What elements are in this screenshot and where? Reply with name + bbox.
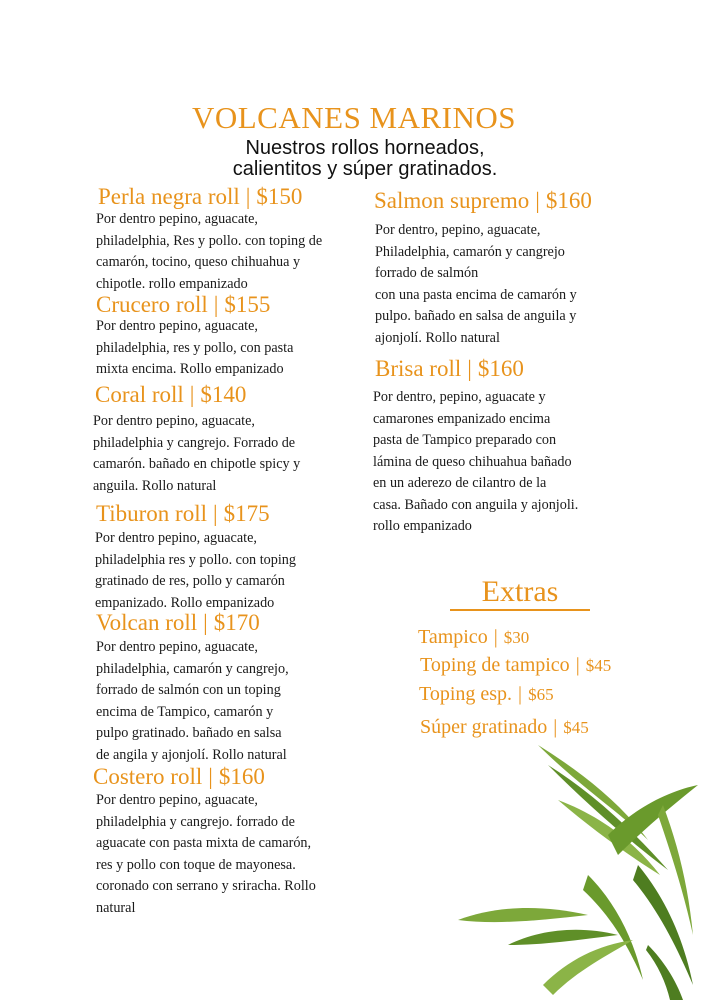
- item-title: [96, 501, 270, 527]
- extra-price: $30: [503, 628, 530, 647]
- item-price: $175: [223, 501, 270, 526]
- menu-item-costero: [93, 764, 265, 790]
- extra-name: Toping de tampico: [420, 654, 570, 676]
- item-description: Por dentro pepino, aguacate, philadelphia y cangrejo. Forrado de camarón. bañado en chipotle spicy y anguila. Rollo natural: [93, 413, 301, 494]
- item-price: $170: [213, 610, 260, 635]
- menu-subtitle: Nuestros rollos horneados, calientitos y súper gratinados.: [232, 137, 498, 180]
- item-name: Crucero roll: [96, 292, 208, 317]
- menu-item-volcan-desc: [96, 637, 371, 766]
- item-title: [374, 188, 592, 214]
- item-name: Costero roll: [93, 764, 203, 789]
- item-separator: |: [467, 356, 472, 381]
- menu-item-crucero: [96, 292, 270, 318]
- menu-item-brisa-desc: [373, 387, 643, 538]
- item-price: $150: [256, 184, 303, 209]
- extra-price: $45: [585, 656, 612, 675]
- item-description: Por dentro pepino, aguacate, philadelphia y cangrejo. forrado de aguacate con pasta mixta de camarón, res y pollo con toque de mayonesa. coronado con serrano y sriracha. Rollo natural: [96, 792, 316, 916]
- menu-title: VOLCANES MARINOS: [191, 100, 517, 135]
- item-separator: |: [245, 184, 251, 209]
- item-description: Por dentro, pepino, aguacate y camarones empanizado encima pasta de Tampico preparado con lámina de queso chihuahua bañado en un aderezo de cilantro de la casa. Bañado con anguila y ajonjoli. rollo empanizado: [373, 389, 579, 534]
- extra-item-tampico: [418, 626, 529, 649]
- menu-item-tiburon-desc: [95, 528, 370, 614]
- extra-price: $65: [528, 685, 554, 704]
- item-title: [96, 292, 270, 318]
- item-separator: |: [208, 764, 213, 789]
- item-title: [93, 764, 265, 790]
- menu-item-coral-desc: [93, 411, 368, 497]
- extra-separator: |: [493, 626, 498, 648]
- menu-item-salmon-supremo: [374, 188, 592, 214]
- extra-separator: |: [553, 716, 558, 738]
- menu-item-volcan: [96, 610, 260, 636]
- item-price: $140: [200, 382, 247, 407]
- item-description: Por dentro pepino, aguacate, philadelphia, Res y pollo. con toping de camarón, tocino, queso chihuahua y chipotle. rollo empanizado: [96, 211, 323, 292]
- menu-item-perla-negra: [98, 184, 302, 210]
- extras-title: Extras: [450, 575, 590, 611]
- item-name: Salmon supremo: [374, 188, 530, 213]
- item-title: [95, 382, 246, 408]
- menu-item-brisa: [375, 356, 524, 382]
- item-price: $160: [218, 764, 265, 789]
- item-name: Brisa roll: [375, 356, 462, 381]
- item-separator: |: [213, 292, 219, 317]
- item-separator: |: [212, 501, 218, 526]
- extra-name: Tampico: [418, 626, 488, 648]
- menu-item-coral: [95, 382, 246, 408]
- item-name: Perla negra roll: [98, 184, 240, 209]
- extra-separator: |: [518, 683, 523, 705]
- item-title: [98, 184, 302, 210]
- item-description: Por dentro, pepino, aguacate, Philadelphia, camarón y cangrejo forrado de salmón con una pasta encima de camarón y pulpo. bañado en salsa de anguila y ajonjolí. Rollo natural: [375, 222, 577, 346]
- item-title: [96, 610, 260, 636]
- item-description: Por dentro pepino, aguacate, philadelphia res y pollo. con toping gratinado de res, pollo y camarón empanizado. Rollo empanizado: [95, 530, 296, 611]
- extra-separator: |: [575, 654, 580, 676]
- extra-item-toping-esp: [419, 683, 554, 706]
- extra-price: $45: [563, 718, 589, 737]
- item-price: $160: [545, 188, 592, 213]
- item-title: [375, 356, 524, 382]
- item-name: Tiburon roll: [96, 501, 207, 526]
- item-separator: |: [203, 610, 208, 635]
- menu-item-salmon-supremo-desc: [375, 220, 645, 349]
- item-description: Por dentro pepino, aguacate, philadelphia, res y pollo, con pasta mixta encima. Rollo empanizado: [96, 318, 294, 377]
- extra-name: Toping esp.: [419, 683, 513, 705]
- extra-item-toping-tampico: [420, 654, 611, 677]
- bamboo-leaves-icon: [448, 745, 708, 1000]
- menu-item-crucero-desc: [96, 316, 371, 381]
- item-name: Coral roll: [95, 382, 184, 407]
- menu-item-perla-negra-desc: [96, 209, 371, 295]
- item-price: $160: [477, 356, 524, 381]
- item-price: $155: [224, 292, 271, 317]
- menu-item-tiburon: [96, 501, 270, 527]
- item-name: Volcan roll: [96, 610, 198, 635]
- menu-item-costero-desc: [96, 790, 371, 919]
- extra-item-super-gratinado: [420, 716, 589, 739]
- item-separator: |: [535, 188, 540, 213]
- item-separator: |: [189, 382, 195, 407]
- item-description: Por dentro pepino, aguacate, philadelphia, camarón y cangrejo, forrado de salmón con un toping encima de Tampico, camarón y pulpo gratinado. bañado en salsa de angila y ajonjolí. Rollo natural: [96, 639, 289, 763]
- extra-name: Súper gratinado: [420, 716, 548, 738]
